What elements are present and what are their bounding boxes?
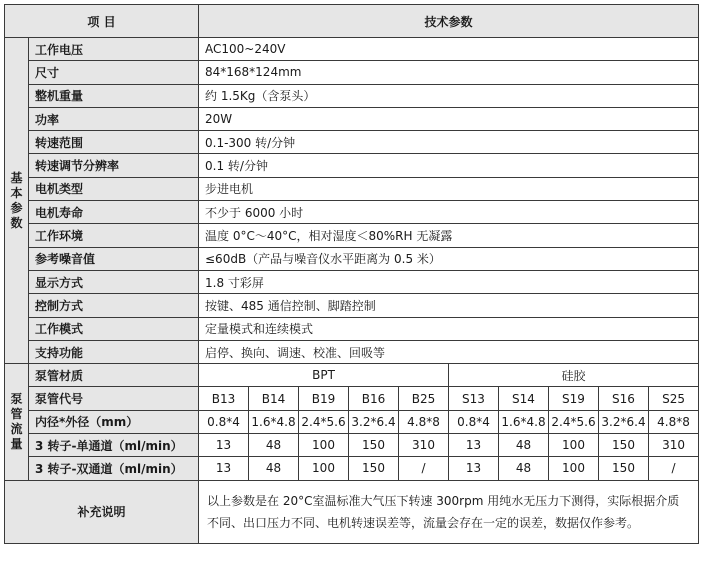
row-label: 工作模式 bbox=[29, 317, 199, 340]
spec-sheet bbox=[4, 4, 699, 544]
pump-cell: B19 bbox=[299, 387, 349, 410]
basic-row bbox=[5, 201, 699, 224]
pump-cell: B14 bbox=[249, 387, 299, 410]
pump-cell: S14 bbox=[499, 387, 549, 410]
row-label: 泵管代号 bbox=[29, 387, 199, 410]
row-value: 定量模式和连续模式 bbox=[199, 317, 699, 340]
row-label: 泵管材质 bbox=[29, 364, 199, 387]
group-label-text: 基本参数 bbox=[10, 170, 23, 230]
header-row bbox=[5, 5, 699, 38]
basic-row bbox=[5, 270, 699, 293]
pump-cell: S19 bbox=[549, 387, 599, 410]
pump-cell: S25 bbox=[649, 387, 699, 410]
pump-cell: 150 bbox=[349, 434, 399, 457]
spec-table bbox=[4, 4, 699, 544]
pump-row bbox=[5, 434, 699, 457]
pump-cell: 1.6*4.8 bbox=[249, 410, 299, 433]
row-label: 控制方式 bbox=[29, 294, 199, 317]
row-label: 支持功能 bbox=[29, 340, 199, 363]
pump-cell: S16 bbox=[599, 387, 649, 410]
pump-row bbox=[5, 410, 699, 433]
basic-row bbox=[5, 131, 699, 154]
row-value: 0.1-300 转/分钟 bbox=[199, 131, 699, 154]
group-label-pump bbox=[5, 364, 29, 480]
pump-cell: 4.8*8 bbox=[649, 410, 699, 433]
row-label: 工作电压 bbox=[29, 38, 199, 61]
pump-cell: 2.4*5.6 bbox=[299, 410, 349, 433]
pump-row bbox=[5, 457, 699, 480]
row-label: 3 转子-单通道（ml/min） bbox=[29, 434, 199, 457]
pump-cell: 48 bbox=[499, 457, 549, 480]
group-label-text: 泵管流量 bbox=[10, 391, 23, 451]
pump-cell: 100 bbox=[549, 457, 599, 480]
row-label: 整机重量 bbox=[29, 84, 199, 107]
pump-cell: 150 bbox=[599, 457, 649, 480]
row-label: 转速调节分辨率 bbox=[29, 154, 199, 177]
row-value: 温度 0°C～40°C，相对湿度＜80%RH 无凝露 bbox=[199, 224, 699, 247]
row-label: 参考噪音值 bbox=[29, 247, 199, 270]
pump-cell: 100 bbox=[549, 434, 599, 457]
group-label-basic bbox=[5, 38, 29, 364]
pump-cell: 3.2*6.4 bbox=[599, 410, 649, 433]
header-item: 项 目 bbox=[5, 5, 199, 38]
basic-row bbox=[5, 61, 699, 84]
row-value: ≤60dB（产品与噪音仪水平距离为 0.5 米） bbox=[199, 247, 699, 270]
notes-row bbox=[5, 480, 699, 543]
pump-cell: B16 bbox=[349, 387, 399, 410]
pump-cell: 3.2*6.4 bbox=[349, 410, 399, 433]
pump-cell: 48 bbox=[249, 457, 299, 480]
row-value: AC100~240V bbox=[199, 38, 699, 61]
row-label: 转速范围 bbox=[29, 131, 199, 154]
basic-row bbox=[5, 38, 699, 61]
row-label: 显示方式 bbox=[29, 270, 199, 293]
basic-row bbox=[5, 340, 699, 363]
row-value: 约 1.5Kg（含泵头） bbox=[199, 84, 699, 107]
pump-cell: 100 bbox=[299, 434, 349, 457]
pump-cell: 13 bbox=[199, 434, 249, 457]
row-label: 3 转子-双通道（ml/min） bbox=[29, 457, 199, 480]
pump-cell: / bbox=[649, 457, 699, 480]
row-value: 启停、换向、调速、校准、回吸等 bbox=[199, 340, 699, 363]
pump-material-row bbox=[5, 364, 699, 387]
notes-text: 以上参数是在 20°C室温标准大气压下转速 300rpm 用纯水无压力下测得，实际根据介质不同、出口压力不同、电机转速误差等，流量会存在一定的误差，数据仅作参考。 bbox=[199, 480, 699, 543]
basic-row bbox=[5, 84, 699, 107]
header-spec: 技术参数 bbox=[199, 5, 699, 38]
basic-row bbox=[5, 224, 699, 247]
pump-cell: 0.8*4 bbox=[449, 410, 499, 433]
pump-cell: 48 bbox=[249, 434, 299, 457]
basic-row bbox=[5, 177, 699, 200]
pump-cell: 2.4*5.6 bbox=[549, 410, 599, 433]
row-value: 20W bbox=[199, 107, 699, 130]
basic-row bbox=[5, 154, 699, 177]
pump-cell: B25 bbox=[399, 387, 449, 410]
row-value: 步进电机 bbox=[199, 177, 699, 200]
pump-cell: 310 bbox=[399, 434, 449, 457]
row-value: 按键、485 通信控制、脚踏控制 bbox=[199, 294, 699, 317]
pump-row bbox=[5, 387, 699, 410]
material-cell: 硅胶 bbox=[449, 364, 699, 387]
row-label: 电机类型 bbox=[29, 177, 199, 200]
pump-cell: 1.6*4.8 bbox=[499, 410, 549, 433]
pump-cell: 100 bbox=[299, 457, 349, 480]
pump-cell: 4.8*8 bbox=[399, 410, 449, 433]
notes-label: 补充说明 bbox=[5, 480, 199, 543]
basic-row bbox=[5, 107, 699, 130]
pump-cell: 150 bbox=[599, 434, 649, 457]
row-label: 内径*外径（mm） bbox=[29, 410, 199, 433]
pump-cell: 13 bbox=[449, 434, 499, 457]
row-label: 尺寸 bbox=[29, 61, 199, 84]
row-value: 不少于 6000 小时 bbox=[199, 201, 699, 224]
pump-cell: 310 bbox=[649, 434, 699, 457]
pump-cell: 150 bbox=[349, 457, 399, 480]
basic-row bbox=[5, 247, 699, 270]
basic-row bbox=[5, 317, 699, 340]
pump-cell: 48 bbox=[499, 434, 549, 457]
pump-cell: B13 bbox=[199, 387, 249, 410]
row-label: 功率 bbox=[29, 107, 199, 130]
row-label: 工作环境 bbox=[29, 224, 199, 247]
pump-cell: S13 bbox=[449, 387, 499, 410]
row-value: 1.8 寸彩屏 bbox=[199, 270, 699, 293]
basic-row bbox=[5, 294, 699, 317]
row-value: 84*168*124mm bbox=[199, 61, 699, 84]
pump-cell: / bbox=[399, 457, 449, 480]
pump-cell: 13 bbox=[449, 457, 499, 480]
pump-cell: 0.8*4 bbox=[199, 410, 249, 433]
pump-cell: 13 bbox=[199, 457, 249, 480]
row-value: 0.1 转/分钟 bbox=[199, 154, 699, 177]
row-label: 电机寿命 bbox=[29, 201, 199, 224]
material-cell: BPT bbox=[199, 364, 449, 387]
